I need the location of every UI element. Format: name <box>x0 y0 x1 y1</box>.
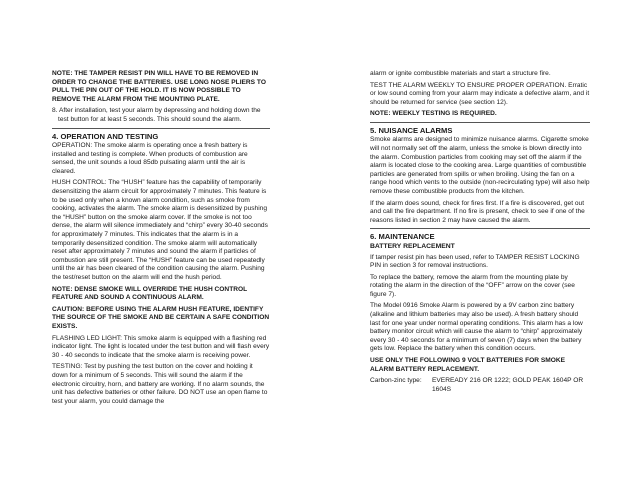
weekly-testing-note: NOTE: WEEKLY TESTING IS REQUIRED. <box>370 110 497 118</box>
left-column <box>52 70 270 409</box>
caution-paragraph: CAUTION: BEFORE USING THE ALARM HUSH FEATURE, IDENTIFY THE SOURCE OF THE SMOKE AND BE CERTAIN A SAFE CONDITION EXISTS. <box>52 305 270 330</box>
test-weekly-paragraph: TEST THE ALARM WEEKLY TO ENSURE PROPER OPERATION. Erratic or low sound coming from your alarm may indicate a defective alarm, and it should be returned for service (see section 12). <box>370 81 590 106</box>
battery-replacement-subheading: BATTERY REPLACEMENT <box>370 242 455 250</box>
divider <box>370 122 590 123</box>
if-alarm-paragraph: If the alarm does sound, check for fires first. If a fire is discovered, get out and call the fire department. If no fire is present, check to see if one of the reasons listed in section 2 may have caused the alarm. <box>370 199 585 224</box>
right-column <box>370 70 590 394</box>
battery-types-note: USE ONLY THE FOLLOWING 9 VOLT BATTERIES FOR SMOKE ALARM BATTERY REPLACEMENT. <box>370 357 566 373</box>
divider <box>370 228 590 229</box>
section-6-heading: 6. MAINTENANCE <box>370 232 435 242</box>
carbon-zinc-label: Carbon-zinc type: <box>370 377 422 385</box>
dense-smoke-note: NOTE: DENSE SMOKE WILL OVERRIDE THE HUSH CONTROL FEATURE AND SOUND A CONTINUOUS ALARM. <box>52 285 248 302</box>
nuisance-paragraph: Smoke alarms are designed to minimize nuisance alarms. Cigarette smoke will not normally set off the alarm, unless the smoke is blown directly into the alarm. Combustion particles from cooking may set off the alarm if the alarm is located close to the cooking area. Large quantities of combustible particles are generated from spills or when broiling. Using the fan on a range hood which vents to the outside (non-recirculating type) will also help remove these combustible products from the kitchen. <box>370 136 590 196</box>
tamper-pin-paragraph: If tamper resist pin has been used, refer to TAMPER RESIST LOCKING PIN in section 3 for removal instructions. <box>370 253 580 270</box>
hush-paragraph: HUSH CONTROL: The “HUSH” feature has the capability of temporarily desensitizing the alarm circuit for approximately 7 minutes. This feature is to be used only when a known alarm condition, such as smoke from cooking, activates the alarm. The smoke alarm is desensitized by pushing the “HUSH” button on the smoke alarm cover. If the smoke is not too dense, the alarm will silence immediately and “chirp” every 30-40 seconds for approximately 7 minutes. This indicates that the alarm is in a temporarily desensitized condition. The smoke alarm will automatically reset after approximately 7 minutes and sound the alarm if particles of combustion are still present. The “HUSH” feature can be used repeatedly until the air has been cleared of the condition causing the alarm. Pushing the test/reset button on the alarm will end the hush period. <box>52 179 268 281</box>
model-paragraph: The Model 0916 Smoke Alarm is powered by a 9V carbon zinc battery (alkaline and lithium batteries may also be used). A fresh battery should last for one year under normal operating conditions. This alarm has a low battery monitor circuit which will cause the alarm to “chirp” approximately every 30 - 40 seconds for a minimum of seven (7) days when the battery gets low. Replace the battery when this condition occurs. <box>370 302 583 353</box>
continuation-text: alarm or ignite combustible materials and start a structure fire. <box>370 70 551 77</box>
step-8: 8. After installation, test your alarm by depressing and holding down the test button for at least 5 seconds. This should sound the alarm. <box>52 107 261 123</box>
flashing-led-paragraph: FLASHING LED LIGHT: This smoke alarm is equipped with a flashing red indicator light. The light is located under the test button and will flash every 30 - 40 seconds to indicate that the smoke alarm is receiving power. <box>52 334 270 359</box>
carbon-zinc-row <box>370 377 590 394</box>
section-4-heading: 4. OPERATION AND TESTING <box>52 131 159 141</box>
carbon-zinc-value: EVEREADY 216 OR 1222; GOLD PEAK 1604P OR 1604S <box>432 377 584 393</box>
section-5-heading: 5. NUISANCE ALARMS <box>370 125 453 135</box>
divider <box>52 128 270 129</box>
replace-battery-paragraph: To replace the battery, remove the alarm from the mounting plate by rotating the alarm in the direction of the “OFF” arrow on the cover (see figure 7). <box>370 273 575 298</box>
operation-paragraph: OPERATION: The smoke alarm is operating once a fresh battery is installed and testing is complete. When products of combustion are sensed, the unit sounds a loud 85db pulsating alarm until the air is cleared. <box>52 142 248 175</box>
tamper-note: NOTE: THE TAMPER RESIST PIN WILL HAVE TO BE REMOVED IN ORDER TO CHANGE THE BATTERIES. USE LONG NOSE PLIERS TO PULL THE PIN OUT OF THE HOLD. IT IS NOW POSSIBLE TO REMOVE THE ALARM FROM THE MOUNTING PLATE. <box>52 70 266 103</box>
testing-paragraph: TESTING: Test by pushing the test button on the cover and holding it down for a minimum of 5 seconds. This will sound the alarm if the electronic circuitry, horn, and battery are working. If no alarm sounds, the unit has defective batteries or other failure. DO NOT use an open flame to test your alarm, you could damage the <box>52 363 268 405</box>
